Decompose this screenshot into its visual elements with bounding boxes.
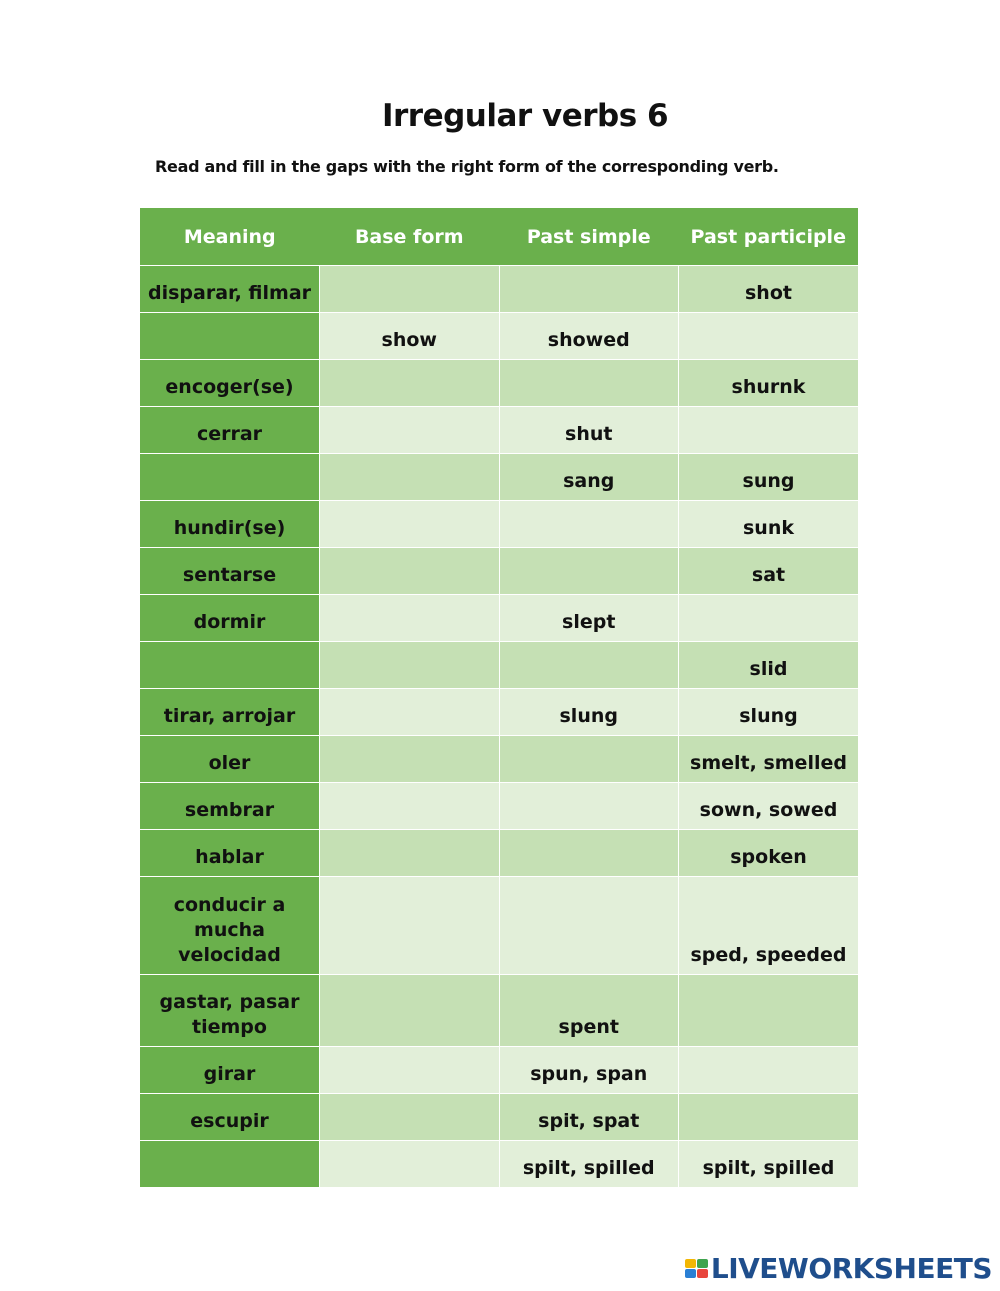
header-meaning: Meaning (140, 208, 320, 266)
table-row (140, 595, 858, 642)
past-simple-cell: spun, span (499, 1047, 679, 1094)
past-simple-cell: showed (499, 313, 679, 360)
past-participle-cell: slung (679, 689, 859, 736)
table-row (140, 501, 858, 548)
base-form-cell: show (320, 313, 500, 360)
past-participle-cell: slid (679, 642, 859, 689)
meaning-cell: hundir(se) (140, 501, 320, 548)
base-form-cell[interactable] (320, 454, 500, 501)
past-participle-cell: spoken (679, 830, 859, 877)
base-form-cell[interactable] (320, 1047, 500, 1094)
meaning-cell: cerrar (140, 407, 320, 454)
irregular-verbs-table (140, 208, 858, 1187)
past-participle-cell[interactable] (679, 313, 859, 360)
past-simple-cell: sang (499, 454, 679, 501)
base-form-cell[interactable] (320, 1141, 500, 1188)
past-simple-cell: spit, spat (499, 1094, 679, 1141)
past-simple-cell[interactable] (499, 830, 679, 877)
base-form-cell[interactable] (320, 360, 500, 407)
table-row (140, 1094, 858, 1141)
table-row (140, 642, 858, 689)
meaning-cell: hablar (140, 830, 320, 877)
base-form-cell[interactable] (320, 407, 500, 454)
past-participle-cell: sung (679, 454, 859, 501)
past-participle-cell: spilt, spilled (679, 1141, 859, 1188)
meaning-cell: oler (140, 736, 320, 783)
past-simple-cell[interactable] (499, 548, 679, 595)
table-row (140, 877, 858, 975)
base-form-cell[interactable] (320, 975, 500, 1047)
base-form-cell[interactable] (320, 501, 500, 548)
past-participle-cell: sat (679, 548, 859, 595)
base-form-cell[interactable] (320, 830, 500, 877)
past-simple-cell[interactable] (499, 501, 679, 548)
base-form-cell[interactable] (320, 595, 500, 642)
past-simple-cell: shut (499, 407, 679, 454)
logo-mark-icon (685, 1259, 708, 1278)
meaning-cell: sentarse (140, 548, 320, 595)
past-participle-cell[interactable] (679, 407, 859, 454)
table-row (140, 360, 858, 407)
base-form-cell[interactable] (320, 548, 500, 595)
meaning-cell: girar (140, 1047, 320, 1094)
table-row (140, 736, 858, 783)
past-simple-cell: slung (499, 689, 679, 736)
logo-square (697, 1269, 708, 1278)
past-simple-cell: spilt, spilled (499, 1141, 679, 1188)
table-row (140, 975, 858, 1047)
table-row (140, 548, 858, 595)
meaning-cell (140, 642, 320, 689)
table-header-row (140, 208, 858, 266)
base-form-cell[interactable] (320, 1094, 500, 1141)
base-form-cell[interactable] (320, 642, 500, 689)
past-participle-cell: sown, sowed (679, 783, 859, 830)
past-simple-cell[interactable] (499, 266, 679, 313)
table-row (140, 1047, 858, 1094)
past-participle-cell: sped, speeded (679, 877, 859, 975)
table-row (140, 266, 858, 313)
logo-square (685, 1269, 696, 1278)
table-row (140, 1141, 858, 1188)
logo-square (697, 1259, 708, 1268)
page-title: Irregular verbs 6 (381, 98, 669, 134)
table-row (140, 454, 858, 501)
meaning-cell: sembrar (140, 783, 320, 830)
meaning-cell: conducir a mucha velocidad (140, 877, 320, 975)
header-base-form: Base form (320, 208, 500, 266)
meaning-cell: dormir (140, 595, 320, 642)
table-row (140, 689, 858, 736)
header-past-participle: Past participle (679, 208, 859, 266)
past-participle-cell: sunk (679, 501, 859, 548)
meaning-cell (140, 1141, 320, 1188)
logo-square (685, 1259, 696, 1268)
table-row (140, 830, 858, 877)
meaning-cell: gastar, pasar tiempo (140, 975, 320, 1047)
past-simple-cell[interactable] (499, 642, 679, 689)
meaning-cell: encoger(se) (140, 360, 320, 407)
past-participle-cell: shurnk (679, 360, 859, 407)
meaning-cell: tirar, arrojar (140, 689, 320, 736)
header-past-simple: Past simple (499, 208, 679, 266)
past-participle-cell[interactable] (679, 975, 859, 1047)
past-participle-cell: smelt, smelled (679, 736, 859, 783)
past-simple-cell[interactable] (499, 736, 679, 783)
meaning-cell: disparar, filmar (140, 266, 320, 313)
logo-text: LIVEWORKSHEETS (710, 1251, 992, 1285)
past-participle-cell[interactable] (679, 1094, 859, 1141)
past-simple-cell[interactable] (499, 360, 679, 407)
base-form-cell[interactable] (320, 783, 500, 830)
past-simple-cell: slept (499, 595, 679, 642)
table-row (140, 407, 858, 454)
liveworksheets-logo (685, 1253, 992, 1283)
table-row (140, 783, 858, 830)
table-row (140, 313, 858, 360)
past-simple-cell: spent (499, 975, 679, 1047)
base-form-cell[interactable] (320, 266, 500, 313)
table-body (140, 266, 858, 1188)
past-simple-cell[interactable] (499, 877, 679, 975)
past-participle-cell[interactable] (679, 1047, 859, 1094)
base-form-cell[interactable] (320, 689, 500, 736)
past-simple-cell[interactable] (499, 783, 679, 830)
past-participle-cell[interactable] (679, 595, 859, 642)
base-form-cell[interactable] (320, 877, 500, 975)
meaning-cell (140, 313, 320, 360)
instructions: Read and fill in the gaps with the right form of the corresponding verb. (155, 157, 779, 176)
meaning-cell: escupir (140, 1094, 320, 1141)
base-form-cell[interactable] (320, 736, 500, 783)
meaning-cell (140, 454, 320, 501)
past-participle-cell: shot (679, 266, 859, 313)
